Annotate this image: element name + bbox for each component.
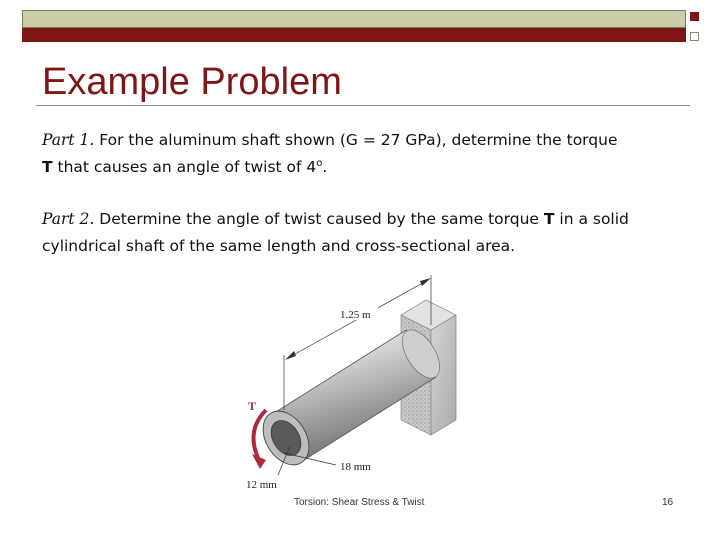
part2-torque-symbol: T xyxy=(543,210,555,228)
slide-number: 16 xyxy=(662,497,674,508)
degree-superscript: o xyxy=(316,157,323,169)
length-label: 1.25 m xyxy=(340,309,371,321)
slide-title: Example Problem xyxy=(42,61,342,103)
part2-text-2: in a solid cylindrical shaft of the same length and cross-sectional area. xyxy=(42,210,629,255)
header-band-light xyxy=(22,10,686,28)
shaft-diagram xyxy=(236,270,486,500)
footer-title: Torsion: Shear Stress & Twist xyxy=(294,497,425,508)
header-band-dark xyxy=(22,28,686,42)
outer-diameter-label: 18 mm xyxy=(340,461,371,473)
corner-square-light xyxy=(690,32,699,41)
part2-label: Part 2. xyxy=(42,210,95,228)
part1-end: . xyxy=(322,158,328,176)
length-arrow-right xyxy=(420,278,431,286)
length-arrow-left xyxy=(285,351,296,360)
part2-paragraph xyxy=(42,206,690,260)
inner-diameter-label: 12 mm xyxy=(246,479,277,491)
shaft-figure xyxy=(236,270,486,500)
part1-paragraph xyxy=(42,127,690,181)
part1-torque-symbol: T xyxy=(42,158,53,176)
part1-label: Part 1. xyxy=(42,131,95,149)
title-divider xyxy=(36,105,690,106)
torque-label: T xyxy=(248,399,257,413)
part2-text: Determine the angle of twist caused by the same torque xyxy=(94,210,544,228)
corner-square-dark xyxy=(690,12,699,21)
part1-text: For the aluminum shaft shown (G = 27 GPa), determine the torque xyxy=(94,131,618,149)
part1-text-2: that causes an angle of twist of 4 xyxy=(52,158,317,176)
